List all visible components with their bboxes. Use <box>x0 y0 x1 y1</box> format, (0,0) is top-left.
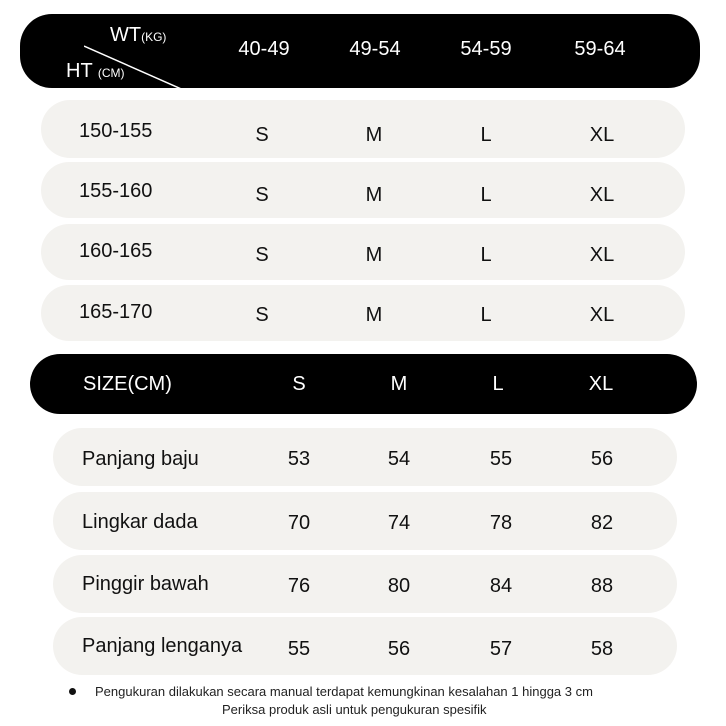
measure-value: 55 <box>287 638 311 660</box>
measure-value: 54 <box>387 448 411 470</box>
size-cell: XL <box>589 304 615 326</box>
measure-value: 82 <box>590 512 614 534</box>
measure-name: Panjang baju <box>82 448 199 470</box>
size-cell: S <box>255 124 269 146</box>
measure-value: 70 <box>287 512 311 534</box>
size-chart-header <box>20 14 700 88</box>
size-cell: L <box>480 124 492 146</box>
wt-label: WT(KG) <box>110 24 167 46</box>
size-cell: S <box>255 184 269 206</box>
size-cell: M <box>365 184 383 206</box>
size-row <box>41 285 685 341</box>
size-cell: L <box>480 244 492 266</box>
size-row <box>41 162 685 218</box>
size-row <box>41 100 685 158</box>
size-cell: L <box>480 304 492 326</box>
size-header-l: L <box>492 373 504 395</box>
ht-label: HT (CM) <box>66 60 125 82</box>
size-cell: M <box>365 304 383 326</box>
measure-row <box>53 617 677 675</box>
measure-value: 88 <box>590 575 614 597</box>
measure-row <box>53 492 677 550</box>
measure-value: 58 <box>590 638 614 660</box>
measure-value: 84 <box>489 575 513 597</box>
measure-value: 56 <box>387 638 411 660</box>
note-line-2: Periksa produk asli untuk pengukuran spesifik <box>222 702 487 717</box>
size-cm-label: SIZE(CM) <box>83 373 172 395</box>
size-header-s: S <box>292 373 306 395</box>
measure-name: Pinggir bawah <box>82 573 209 595</box>
size-cell: S <box>255 244 269 266</box>
measure-value: 55 <box>489 448 513 470</box>
weight-header-4: 59-64 <box>574 38 626 60</box>
measure-value: 53 <box>287 448 311 470</box>
size-cell: M <box>365 124 383 146</box>
height-range: 155-160 <box>79 180 153 202</box>
height-range: 150-155 <box>79 120 153 142</box>
bullet-dot <box>69 688 76 695</box>
weight-header-2: 49-54 <box>349 38 401 60</box>
size-cell: S <box>255 304 269 326</box>
size-header-xl: XL <box>588 373 614 395</box>
size-cell: XL <box>589 184 615 206</box>
measure-row <box>53 555 677 613</box>
measure-value: 76 <box>287 575 311 597</box>
size-cell: XL <box>589 244 615 266</box>
weight-header-1: 40-49 <box>238 38 290 60</box>
size-cell: L <box>480 184 492 206</box>
size-row <box>41 224 685 280</box>
size-header-m: M <box>390 373 408 395</box>
measure-chart-header <box>30 354 697 414</box>
measure-value: 74 <box>387 512 411 534</box>
measure-value: 80 <box>387 575 411 597</box>
measure-name: Panjang lenganya <box>82 635 243 657</box>
height-range: 165-170 <box>79 301 153 323</box>
height-range: 160-165 <box>79 240 153 262</box>
measure-value: 56 <box>590 448 614 470</box>
measure-value: 78 <box>489 512 513 534</box>
size-cell: M <box>365 244 383 266</box>
measure-row <box>53 428 677 486</box>
measure-value: 57 <box>489 638 513 660</box>
weight-header-3: 54-59 <box>460 38 512 60</box>
measure-name: Lingkar dada <box>82 511 198 533</box>
size-cell: XL <box>589 124 615 146</box>
note-line-1: Pengukuran dilakukan secara manual terdapat kemungkinan kesalahan 1 hingga 3 cm <box>95 684 593 699</box>
